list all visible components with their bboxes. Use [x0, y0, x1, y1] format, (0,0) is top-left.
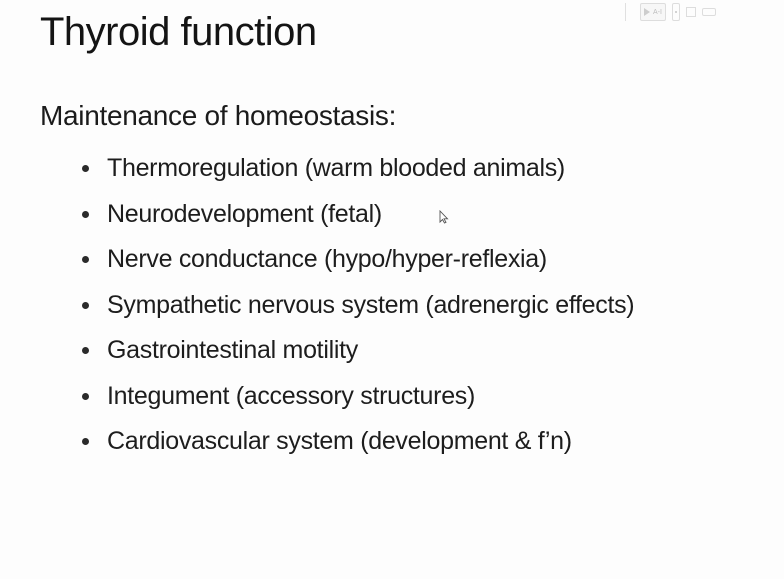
bullet-icon	[82, 211, 89, 218]
dropdown-button[interactable]	[672, 3, 680, 21]
bullet-icon	[82, 438, 89, 445]
play-icon	[644, 8, 650, 16]
slide-title: Thyroid function	[40, 10, 317, 54]
toolbar-handle[interactable]	[625, 3, 634, 21]
bullet-item	[82, 419, 634, 465]
mouse-pointer-icon	[439, 210, 449, 224]
bullet-item	[82, 374, 634, 420]
grid-icon[interactable]	[686, 7, 696, 17]
bullet-text: Thermoregulation (warm blooded animals)	[107, 154, 565, 183]
bullet-text: Neurodevelopment (fetal)	[107, 199, 382, 228]
play-button[interactable]	[640, 3, 666, 21]
bullet-text: Nerve conductance (hypo/hyper-reflexia)	[107, 245, 547, 274]
bullet-text: Integument (accessory structures)	[107, 381, 476, 410]
bullet-text: Gastrointestinal motility	[107, 336, 358, 365]
bullet-icon	[82, 256, 89, 263]
bullet-icon	[82, 302, 89, 309]
bullet-text: Sympathetic nervous system (adrenergic effects)	[107, 290, 635, 319]
bullet-icon	[82, 393, 89, 400]
bullet-icon	[82, 347, 89, 354]
play-button-label: A-I	[653, 8, 662, 16]
bullet-item	[82, 237, 634, 283]
slide-toolbar	[625, 0, 784, 24]
bullet-list	[82, 146, 634, 465]
bullet-item	[82, 146, 634, 192]
bullet-icon	[82, 165, 89, 172]
window-icon[interactable]	[702, 8, 716, 16]
bullet-item	[82, 283, 634, 329]
dropdown-icon	[675, 11, 677, 13]
bullet-item	[82, 328, 634, 374]
slide-subtitle: Maintenance of homeostasis:	[40, 100, 397, 131]
bullet-item	[82, 192, 634, 238]
bullet-text: Cardiovascular system (development & f’n)	[107, 427, 572, 456]
